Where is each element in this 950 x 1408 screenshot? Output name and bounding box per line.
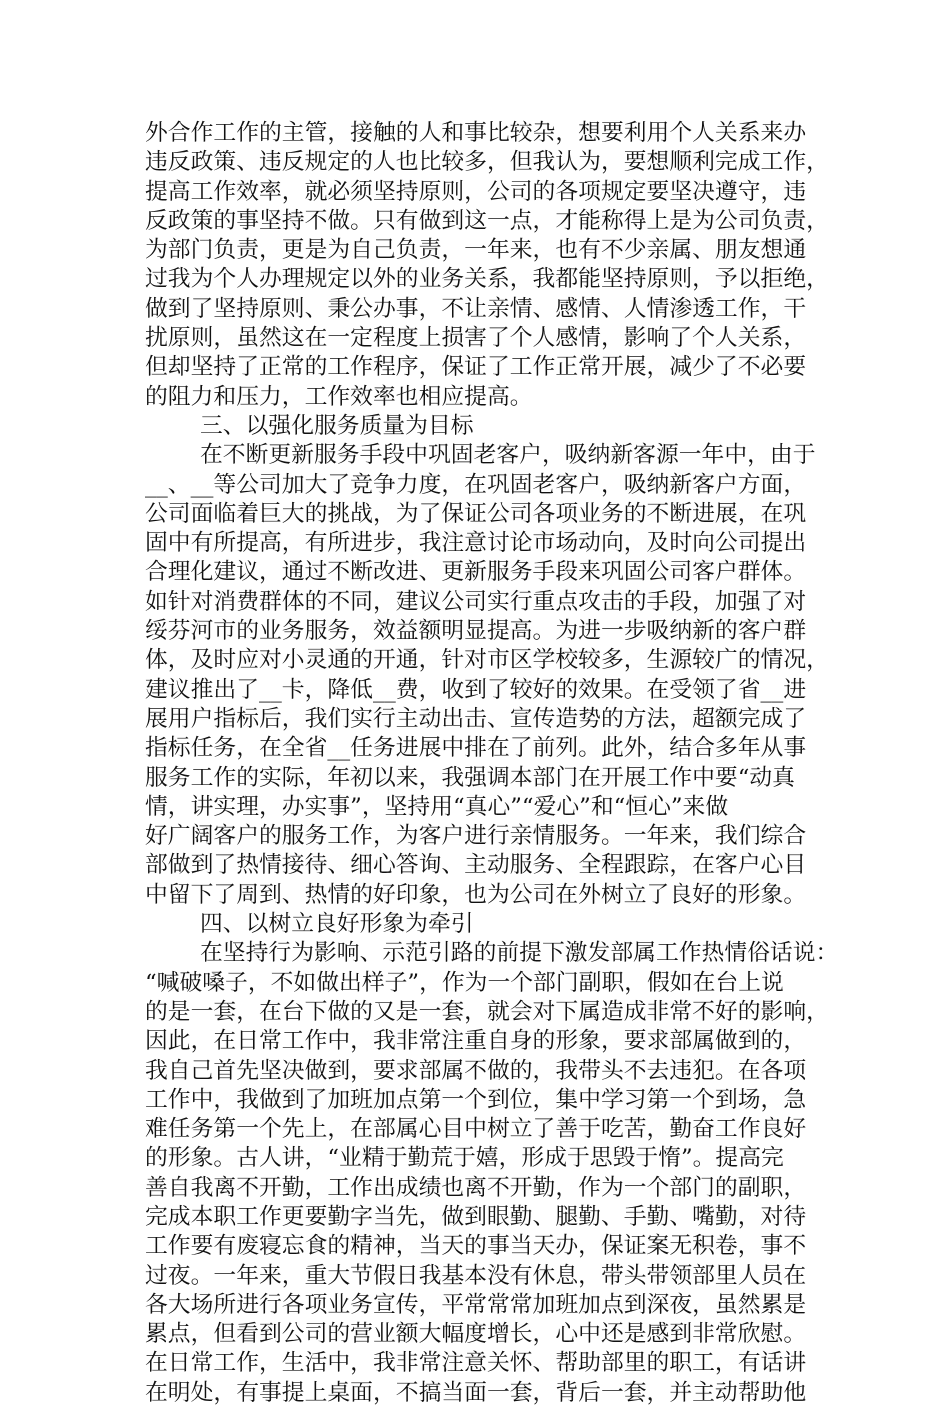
text-line: 情，讲实理，办实事”，坚持用“真心”“爱心”和“恒心”来做 xyxy=(145,793,729,820)
text-line: 但却坚持了正常的工作程序，保证了工作正常开展，减少了不必要 xyxy=(145,354,807,381)
text-line: 反政策的事坚持不做。只有做到这一点，才能称得上是为公司负责， xyxy=(145,207,829,234)
text-line: 提高工作效率，就必须坚持原则，公司的各项规定要坚决遵守，违 xyxy=(145,178,807,205)
text-line: 如针对消费群体的不同，建议公司实行重点攻击的手段，加强了对 xyxy=(145,588,807,615)
text-line: 在日常工作，生活中，我非常注意关怀、帮助部里的职工，有话讲 xyxy=(145,1350,807,1377)
text-line: 公司面临着巨大的挑战，为了保证公司各项业务的不断进展，在巩 xyxy=(145,500,807,527)
text-line: 中留下了周到、热情的好印象，也为公司在外树立了良好的形象。 xyxy=(145,881,807,908)
text-line: 违反政策、违反规定的人也比较多，但我认为，要想顺利完成工作， xyxy=(145,149,829,176)
paragraph-first-line: 三、以强化服务质量为目标 xyxy=(200,412,474,439)
text-line: 我自己首先坚决做到，要求部属不做的，我带头不去违犯。在各项 xyxy=(145,1057,807,1084)
text-line: __、__等公司加大了竞争力度，在巩固老客户，吸纳新客户方面， xyxy=(145,471,807,498)
paragraph-first-line: 在坚持行为影响、示范引路的前提下激发部属工作热情俗话说： xyxy=(200,940,839,967)
text-line: 完成本职工作更要勤字当先，做到眼勤、腿勤、手勤、嘴勤，对待 xyxy=(145,1203,807,1230)
text-line: 外合作工作的主管，接触的人和事比较杂，想要利用个人关系来办 xyxy=(145,120,807,146)
text-line: 过夜。一年来，重大节假日我基本没有休息，带头带领部里人员在 xyxy=(145,1262,807,1289)
text-line: 善自我离不开勤，工作出成绩也离不开勤，作为一个部门的副职， xyxy=(145,1174,807,1201)
text-line: 为部门负责，更是为自己负责，一年来，也有不少亲属、朋友想通 xyxy=(145,237,807,264)
text-line: 的形象。古人讲，“业精于勤荒于嬉，形成于思毁于惰”。提高完 xyxy=(145,1145,784,1172)
text-line: 扰原则，虽然这在一定程度上损害了个人感情，影响了个人关系， xyxy=(145,325,807,352)
text-line: 绥芬河市的业务服务，效益额明显提高。为进一步吸纳新的客户群 xyxy=(145,618,807,645)
text-line: 累点，但看到公司的营业额大幅度增长，心中还是感到非常欣慰。 xyxy=(145,1321,807,1348)
text-line: 展用户指标后，我们实行主动出击、宣传造势的方法，超额完成了 xyxy=(145,705,807,732)
text-line: 合理化建议，通过不断改进、更新服务手段来巩固公司客户群体。 xyxy=(145,559,807,586)
text-line: 在明处，有事提上桌面，不搞当面一套，背后一套，并主动帮助他 xyxy=(145,1379,807,1406)
paragraph-first-line: 在不断更新服务手段中巩固老客户，吸纳新客源一年中，由于 xyxy=(200,442,816,469)
text-line: 难任务第一个先上，在部属心目中树立了善于吃苦，勤奋工作良好 xyxy=(145,1116,807,1143)
text-line: 各大场所进行各项业务宣传，平常常常加班加点到深夜，虽然累是 xyxy=(145,1291,807,1318)
text-line: 因此，在日常工作中，我非常注重自身的形象，要求部属做到的， xyxy=(145,1028,807,1055)
text-line: 体，及时应对小灵通的开通，针对市区学校较多，生源较广的情况， xyxy=(145,647,829,674)
text-line: 的阻力和压力，工作效率也相应提高。 xyxy=(145,383,533,410)
document-body-text xyxy=(145,119,839,1408)
text-line: 工作要有废寝忘食的精神，当天的事当天办，保证案无积卷，事不 xyxy=(145,1233,807,1260)
text-line: 部做到了热情接待、细心答询、主动服务、全程跟踪，在客户心目 xyxy=(145,852,807,879)
text-line: 指标任务，在全省__任务进展中排在了前列。此外，结合多年从事 xyxy=(145,735,807,762)
text-line: 服务工作的实际，年初以来，我强调本部门在开展工作中要“动真 xyxy=(145,764,795,791)
text-line: “喊破嗓子，不如做出样子”，作为一个部门副职，假如在台上说 xyxy=(145,969,784,996)
text-line: 工作中，我做到了加班加点第一个到位，集中学习第一个到场，急 xyxy=(145,1086,807,1113)
text-line: 过我为个人办理规定以外的业务关系，我都能坚持原则，予以拒绝， xyxy=(145,266,829,293)
text-line: 的是一套，在台下做的又是一套，就会对下属造成非常不好的影响， xyxy=(145,998,829,1025)
paragraph-first-line: 四、以树立良好形象为牵引 xyxy=(200,911,474,938)
text-line: 固中有所提高，有所进步，我注意讨论市场动向，及时向公司提出 xyxy=(145,530,807,557)
text-line: 好广阔客户的服务工作，为客户进行亲情服务。一年来，我们综合 xyxy=(145,823,807,850)
text-line: 建议推出了__卡，降低__费，收到了较好的效果。在受领了省__进 xyxy=(145,676,807,703)
text-line: 做到了坚持原则、秉公办事，不让亲情、感情、人情渗透工作，干 xyxy=(145,295,807,322)
